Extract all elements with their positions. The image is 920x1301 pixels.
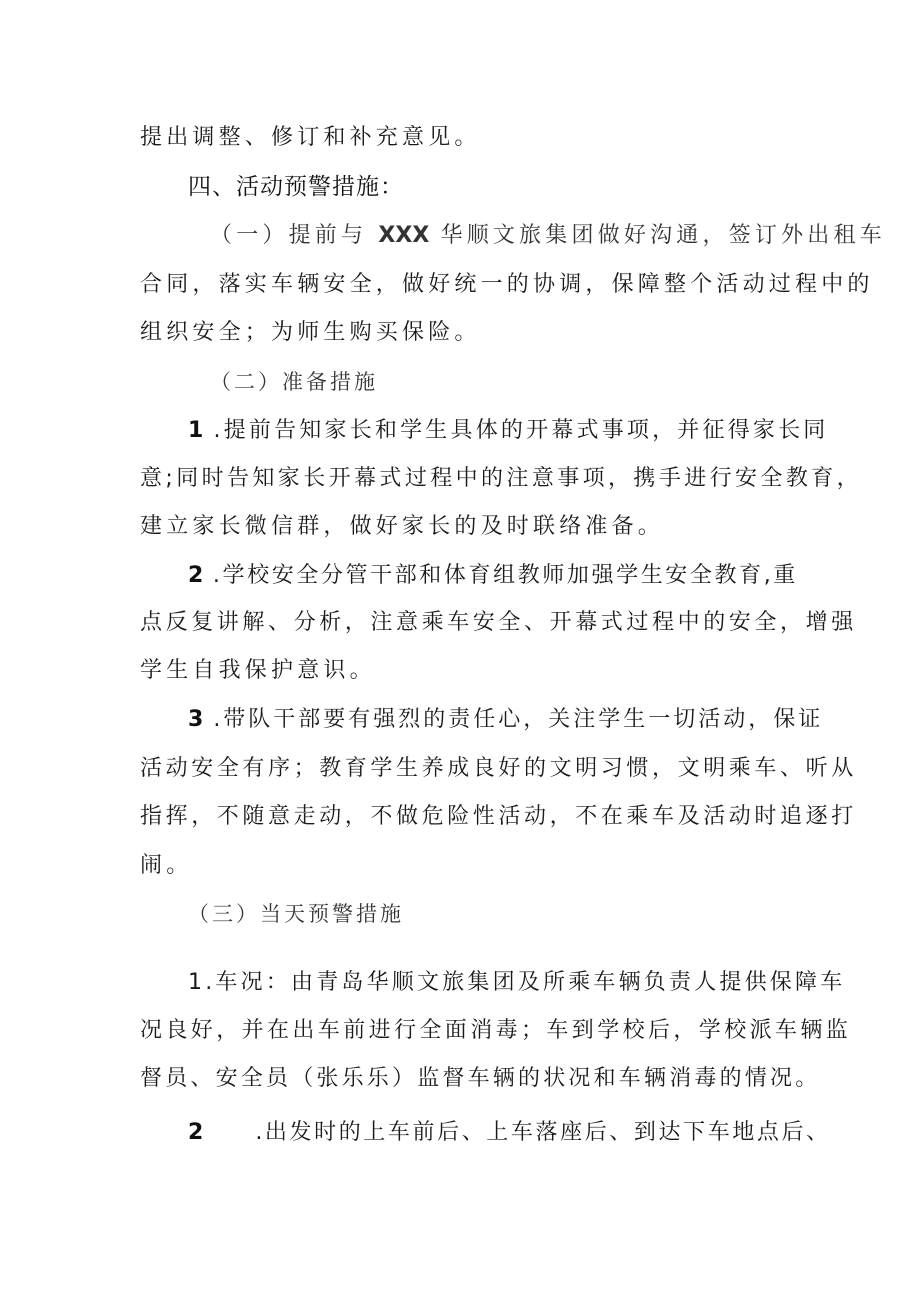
paragraph-line: 意;同时告知家长开幕式过程中的注意事项，携手进行安全教育，	[140, 466, 863, 491]
subsection-1-prefix: （一）提前与	[210, 223, 368, 248]
paragraph-line: 建立家长微信群，做好家长的及时联络准备。	[140, 514, 665, 539]
paragraph-line: 况良好，并在出车前进行全面消毒；车到学校后，学校派车辆监	[140, 1018, 852, 1043]
item-text: .提前告知家长和学生具体的开幕式事项，并征得家长同	[213, 418, 829, 443]
company-placeholder: XXX	[378, 223, 430, 248]
paragraph-line: 闹。	[140, 853, 193, 878]
paragraph-line: 1.车况：由青岛华顺文旅集团及所乘车辆负责人提供保障车	[188, 970, 846, 995]
item-text: .出发时的上车前后、上车落座后、到达下车地点后、	[255, 1120, 831, 1145]
paragraph-line: 活动安全有序；教育学生养成良好的文明习惯，文明乘车、听从	[140, 756, 857, 781]
paragraph-line: 指挥，不随意走动，不做危险性活动，不在乘车及活动时追逐打	[140, 804, 857, 829]
paragraph-line: 督员、安全员（张乐乐）监督车辆的状况和车辆消毒的情况。	[140, 1066, 821, 1091]
item-text: .带队干部要有强烈的责任心，关注学生一切活动，保证	[213, 707, 824, 732]
item-number: 2	[188, 1120, 204, 1145]
item-number: 3	[188, 707, 204, 732]
paragraph-line: 组织安全；为师生购买保险。	[140, 320, 481, 345]
item-4-line	[188, 1118, 831, 1148]
item-number: 2	[188, 563, 204, 588]
subsection-1-line	[210, 221, 886, 251]
item-2-line	[188, 561, 798, 591]
paragraph-line: 合同，落实车辆安全，做好统一的协调，保障整个活动过程中的	[140, 272, 874, 297]
section-heading-4: 四、活动预警措施：	[188, 174, 404, 200]
paragraph-line: 提出调整、修订和补充意见。	[140, 125, 481, 150]
item-3-line	[188, 705, 823, 735]
item-1-line	[188, 416, 829, 446]
subsection-2-heading: （二）准备措施	[210, 370, 378, 394]
subsection-3-heading: （三）当天预警措施	[188, 902, 404, 926]
item-text: .学校安全分管干部和体育组教师加强学生安全教育,重	[212, 563, 798, 588]
paragraph-line: 点反复讲解、分析，注意乘车安全、开幕式过程中的安全，增强	[140, 610, 857, 635]
subsection-1-text: 华顺文旅集团做好沟通，签订外出租车	[440, 223, 886, 248]
item-number: 1	[188, 418, 204, 443]
paragraph-line: 学生自我保护意识。	[140, 658, 376, 683]
